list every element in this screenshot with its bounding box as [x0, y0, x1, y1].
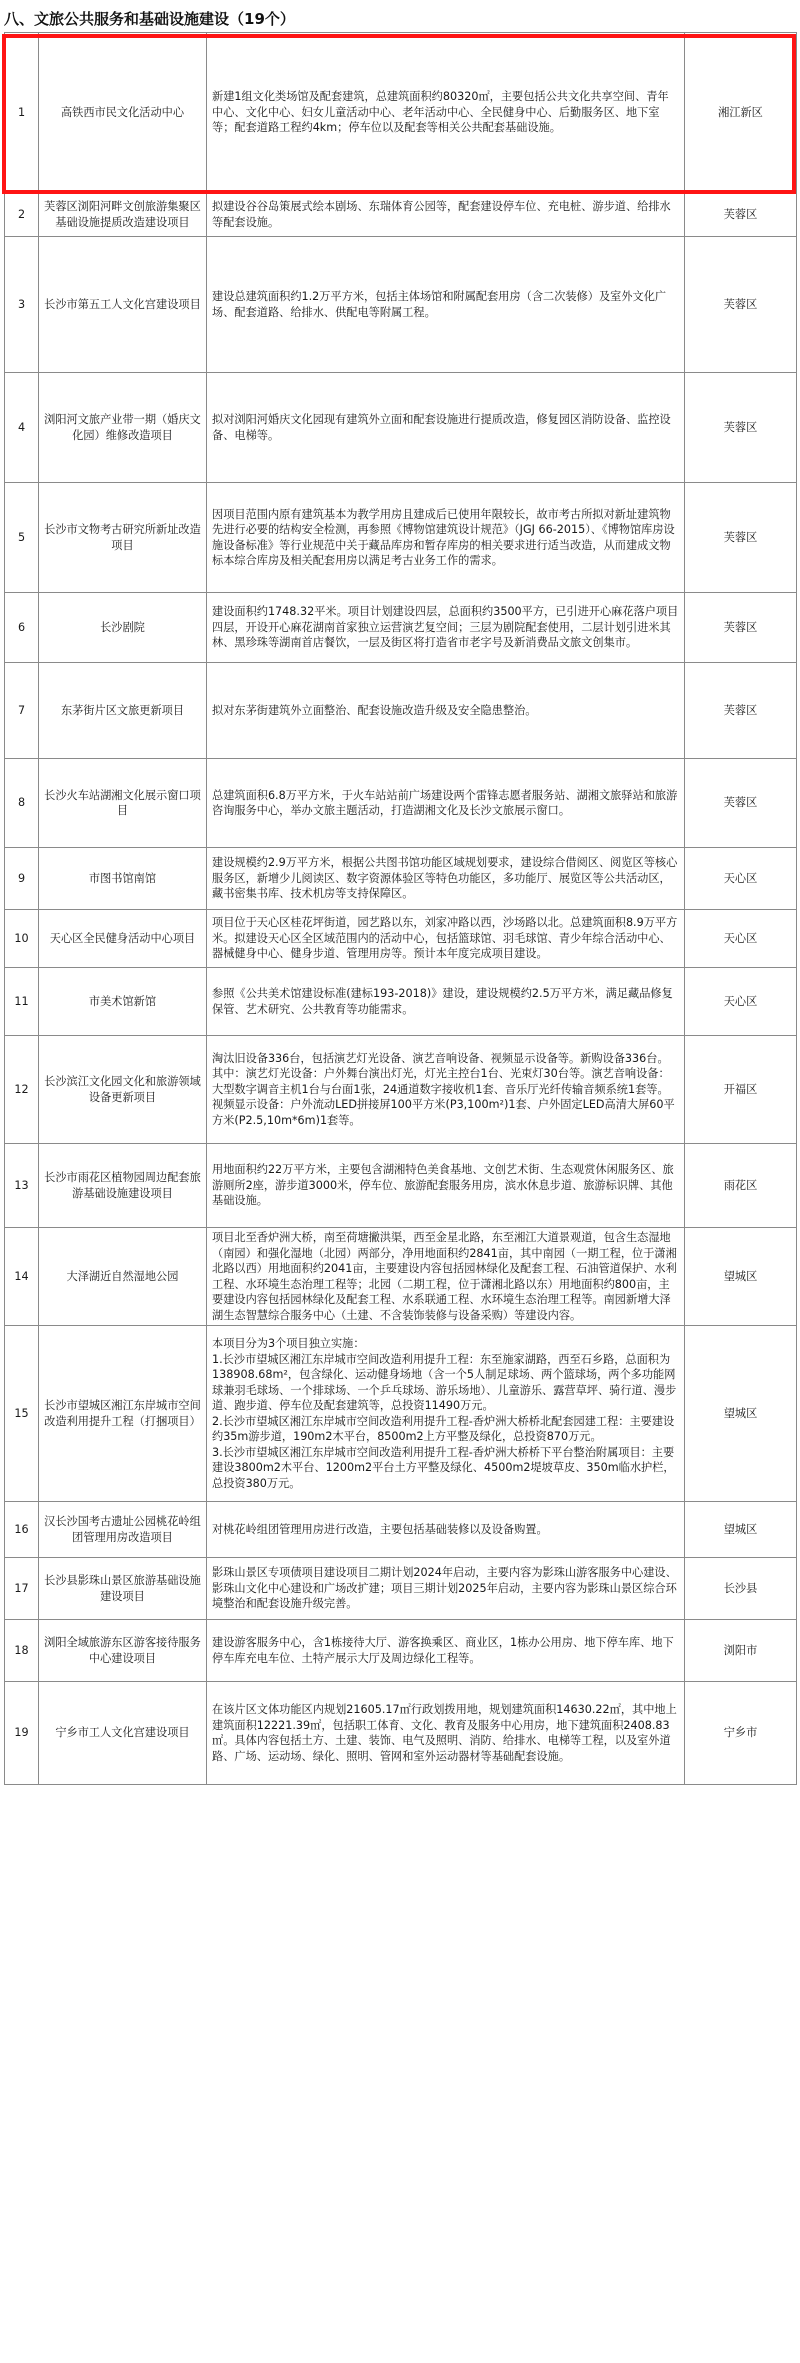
table-row: [5, 237, 797, 373]
project-content: 拟对浏阳河婚庆文化园现有建筑外立面和配套设施进行提质改造，修复园区消防设备、监控设备、电梯等。: [207, 373, 685, 483]
project-area: 芙蓉区: [685, 373, 797, 483]
row-number: 4: [5, 373, 39, 483]
project-content: 建设游客服务中心，含1栋接待大厅、游客换乘区、商业区，1栋办公用房、地下停车库、地下停车库充电车位、土特产展示大厅及周边绿化工程等。: [207, 1620, 685, 1682]
project-content: 建设规模约2.9万平方米，根据公共图书馆功能区域规划要求，建设综合借阅区、阅览区等核心服务区，新增少儿阅读区、数字资源体验区等特色功能区，多功能厅、展览区等公共活动区，藏书密集书库、技术机房等支持保障区。: [207, 848, 685, 910]
project-name: 宁乡市工人文化宫建设项目: [39, 1682, 207, 1785]
row-number: 8: [5, 759, 39, 848]
project-area: 芙蓉区: [685, 483, 797, 593]
content-line: 2.长沙市望城区湘江东岸城市空间改造利用提升工程-香炉洲大桥桥北配套园建工程：主要建设约35m游步道，190m2木平台，8500m2上方平整及绿化，总投资870万元。: [212, 1414, 675, 1443]
projects-table: [4, 32, 797, 1785]
project-content: 项目位于天心区桂花坪街道，园艺路以东，刘家冲路以西，沙场路以北。总建筑面积8.9万平方米。拟建设天心区全区域范围内的活动中心，包括篮球馆、羽毛球馆、青少年综合活动中心、器械健身中心、健身步道、管理用房等。预计本年度完成项目建设。: [207, 910, 685, 968]
table-row: [5, 1682, 797, 1785]
table-row: [5, 910, 797, 968]
project-content: 新建1组文化类场馆及配套建筑，总建筑面积约80320㎡，主要包括公共文化共享空间、青年中心、文化中心、妇女儿童活动中心、老年活动中心、全民健身中心、后勤服务区、地下室等；配套道路工程约4km；停车位以及配套等相关公共配套基础设施。: [207, 33, 685, 193]
row-number: 1: [5, 33, 39, 193]
project-name: 芙蓉区浏阳河畔文创旅游集聚区基础设施提质改造建设项目: [39, 193, 207, 237]
row-number: 3: [5, 237, 39, 373]
project-area: 望城区: [685, 1326, 797, 1502]
project-name: 汉长沙国考古遗址公园桃花岭组团管理用房改造项目: [39, 1502, 207, 1558]
project-area: 望城区: [685, 1502, 797, 1558]
project-name: 浏阳河文旅产业带一期（婚庆文化园）维修改造项目: [39, 373, 207, 483]
table-row: [5, 759, 797, 848]
project-area: 芙蓉区: [685, 759, 797, 848]
project-content: 对桃花岭组团管理用房进行改造，主要包括基础装修以及设备购置。: [207, 1502, 685, 1558]
row-number: 15: [5, 1326, 39, 1502]
table-row: [5, 1228, 797, 1326]
project-area: 湘江新区: [685, 33, 797, 193]
project-area: 开福区: [685, 1036, 797, 1144]
project-area: 芙蓉区: [685, 663, 797, 759]
table-row: [5, 968, 797, 1036]
project-content: 在该片区文体功能区内规划21605.17㎡行政划拨用地，规划建筑面积14630.22㎡，其中地上建筑面积12221.39㎡，包括职工体育、文化、教育及服务中心用房，地下建筑面积2408.83㎡。具体内容包括土方、土建、装饰、电气及照明、消防、给排水、电梯等工程，以及室外道路、广场、运动场、绿化、照明、管网和室外运动器材等基础配套设施。: [207, 1682, 685, 1785]
project-area: 天心区: [685, 910, 797, 968]
table-row: [5, 1144, 797, 1228]
project-content: 参照《公共美术馆建设标准(建标193-2018)》建设，建设规模约2.5万平方米，满足藏品修复保管、艺术研究、公共教育等功能需求。: [207, 968, 685, 1036]
table-row: [5, 593, 797, 663]
project-name: 长沙剧院: [39, 593, 207, 663]
row-number: 9: [5, 848, 39, 910]
row-number: 10: [5, 910, 39, 968]
content-line: 1.长沙市望城区湘江东岸城市空间改造利用提升工程：东至施家湖路，西至石乡路，总面积为138908.68m²，包含绿化、运动健身场地（含一个5人制足球场、两个篮球场，两个多功能网球兼羽毛球场、一个排球场、一个乒乓球场、游乐场地）、儿童游乐、露营草坪、骑行道、漫步道、跑步道、停车位及配套建筑等，总投资11490万元。: [212, 1352, 677, 1412]
table-row: [5, 1558, 797, 1620]
row-number: 11: [5, 968, 39, 1036]
row-number: 16: [5, 1502, 39, 1558]
project-area: 天心区: [685, 968, 797, 1036]
project-name: 市美术馆新馆: [39, 968, 207, 1036]
project-content: 淘汰旧设备336台，包括演艺灯光设备、演艺音响设备、视频显示设备等。新购设备336台。其中：演艺灯光设备：户外舞台演出灯光，灯光主控台1台、光束灯30台等。演艺音响设备：大型数字调音主机1台与台面1张，24通道数字接收机1套、音乐厅光纤传输音频系统1套等。视频显示设备：户外流动LED拼接屏100平方米(P3,100m²)1套、户外固定LED高清大屏60平方米(P2.5,10m*6m)1套等。: [207, 1036, 685, 1144]
table-row: [5, 848, 797, 910]
table-row: [5, 663, 797, 759]
project-content: 总建筑面积6.8万平方米，于火车站站前广场建设两个雷锋志愿者服务站、湖湘文旅驿站和旅游咨询服务中心，举办文旅主题活动，打造湖湘文化及长沙文旅展示窗口。: [207, 759, 685, 848]
table-row: [5, 373, 797, 483]
project-area: 宁乡市: [685, 1682, 797, 1785]
content-line: 3.长沙市望城区湘江东岸城市空间改造利用提升工程-香炉洲大桥桥下平台整治附属项目：主要建设3800m2木平台、1200m2平台土方平整及绿化、4500m2堤坡草皮、350m临水护栏，总投资380万元。: [212, 1445, 675, 1490]
project-area: 芙蓉区: [685, 237, 797, 373]
table-row: [5, 1502, 797, 1558]
project-name: 长沙滨江文化园文化和旅游领域设备更新项目: [39, 1036, 207, 1144]
project-name: 高铁西市民文化活动中心: [39, 33, 207, 193]
project-content: 因项目范围内原有建筑基本为教学用房且建成后已使用年限较长，故市考古所拟对新址建筑物先进行必要的结构安全检测，再参照《博物馆建筑设计规范》（JGJ 66-2015）、《博物馆库房设施设备标准》等行业规范中关于藏品库房和暂存库房的相关要求进行适当改造，从而建成文物标本综合库房及相关配套用房以满足考古业务工作的需求。: [207, 483, 685, 593]
project-name: 市图书馆南馆: [39, 848, 207, 910]
project-area: 天心区: [685, 848, 797, 910]
project-name: 长沙市第五工人文化宫建设项目: [39, 237, 207, 373]
table-row: [5, 1326, 797, 1502]
row-number: 13: [5, 1144, 39, 1228]
project-area: 望城区: [685, 1228, 797, 1326]
content-line: 本项目分为3个项目独立实施：: [212, 1337, 365, 1350]
project-area: 芙蓉区: [685, 593, 797, 663]
project-content: 项目北至香炉洲大桥，南至荷塘撇洪渠，西至金星北路，东至湘江大道景观道，包含生态湿地（南园）和强化湿地（北园）两部分，净用地面积约2841亩，其中南园（一期工程，位于潇湘北路以西）用地面积约2041亩，主要建设内容包括园林绿化及配套工程、石油管道保护、水利工程、水环境生态治理工程等；北园（二期工程，位于潇湘北路以东）用地面积约800亩，主要建设内容包括园林绿化及配套工程、水系联通工程、水环境生态治理工程等。南园新增大泽湖生态智慧综合服务中心（土建、不含装饰装修与设备采购）等建设内容。: [207, 1228, 685, 1326]
row-number: 2: [5, 193, 39, 237]
row-number: 6: [5, 593, 39, 663]
project-area: 芙蓉区: [685, 193, 797, 237]
project-content: 拟建设谷谷岛策展式绘本剧场、东瑞体育公园等，配套建设停车位、充电桩、游步道、给排水等配套设施。: [207, 193, 685, 237]
row-number: 18: [5, 1620, 39, 1682]
project-name: 长沙火车站湖湘文化展示窗口项目: [39, 759, 207, 848]
project-name: 浏阳全域旅游东区游客接待服务中心建设项目: [39, 1620, 207, 1682]
project-name: 天心区全民健身活动中心项目: [39, 910, 207, 968]
table-row: [5, 33, 797, 193]
project-content: 建设面积约1748.32平米。项目计划建设四层，总面积约3500平方，已引进开心麻花落户项目四层，开设开心麻花湖南首家独立运营演艺复空间；三层为剧院配套使用，二层计划引进米其林、黑珍珠等湖南首店餐饮，一层及街区将打造省市老字号及新消费品文旅文创集市。: [207, 593, 685, 663]
row-number: 17: [5, 1558, 39, 1620]
table-row: [5, 1036, 797, 1144]
project-name: 长沙市文物考古研究所新址改造项目: [39, 483, 207, 593]
row-number: 19: [5, 1682, 39, 1785]
project-content: 拟对东茅街建筑外立面整治、配套设施改造升级及安全隐患整治。: [207, 663, 685, 759]
project-name: 大泽湖近自然湿地公园: [39, 1228, 207, 1326]
table-row: [5, 483, 797, 593]
row-number: 12: [5, 1036, 39, 1144]
project-name: 长沙市望城区湘江东岸城市空间改造利用提升工程（打捆项目）: [39, 1326, 207, 1502]
project-name: 东茅街片区文旅更新项目: [39, 663, 207, 759]
row-number: 14: [5, 1228, 39, 1326]
project-content: [207, 1326, 685, 1502]
project-area: 雨花区: [685, 1144, 797, 1228]
project-area: 长沙县: [685, 1558, 797, 1620]
table-row: [5, 193, 797, 237]
project-content: 影珠山景区专项债项目建设项目二期计划2024年启动，主要内容为影珠山游客服务中心建设、影珠山文化中心建设和广场改扩建；项目三期计划2025年启动，主要内容为影珠山景区综合环境整治和配套设施升级完善。: [207, 1558, 685, 1620]
project-area: 浏阳市: [685, 1620, 797, 1682]
row-number: 5: [5, 483, 39, 593]
section-title: 八、文旅公共服务和基础设施建设（19个）: [4, 10, 295, 28]
project-content: 用地面积约22万平方米，主要包含湖湘特色美食基地、文创艺术街、生态观赏休闲服务区、旅游厕所2座，游步道3000米，停车位、旅游配套服务用房，滨水休息步道、旅游标识牌、其他基础设施。: [207, 1144, 685, 1228]
table-row: [5, 1620, 797, 1682]
project-content: 建设总建筑面积约1.2万平方米，包括主体场馆和附属配套用房（含二次装修）及室外文化广场、配套道路、给排水、供配电等附属工程。: [207, 237, 685, 373]
project-name: 长沙市雨花区植物园周边配套旅游基础设施建设项目: [39, 1144, 207, 1228]
row-number: 7: [5, 663, 39, 759]
project-name: 长沙县影珠山景区旅游基础设施建设项目: [39, 1558, 207, 1620]
